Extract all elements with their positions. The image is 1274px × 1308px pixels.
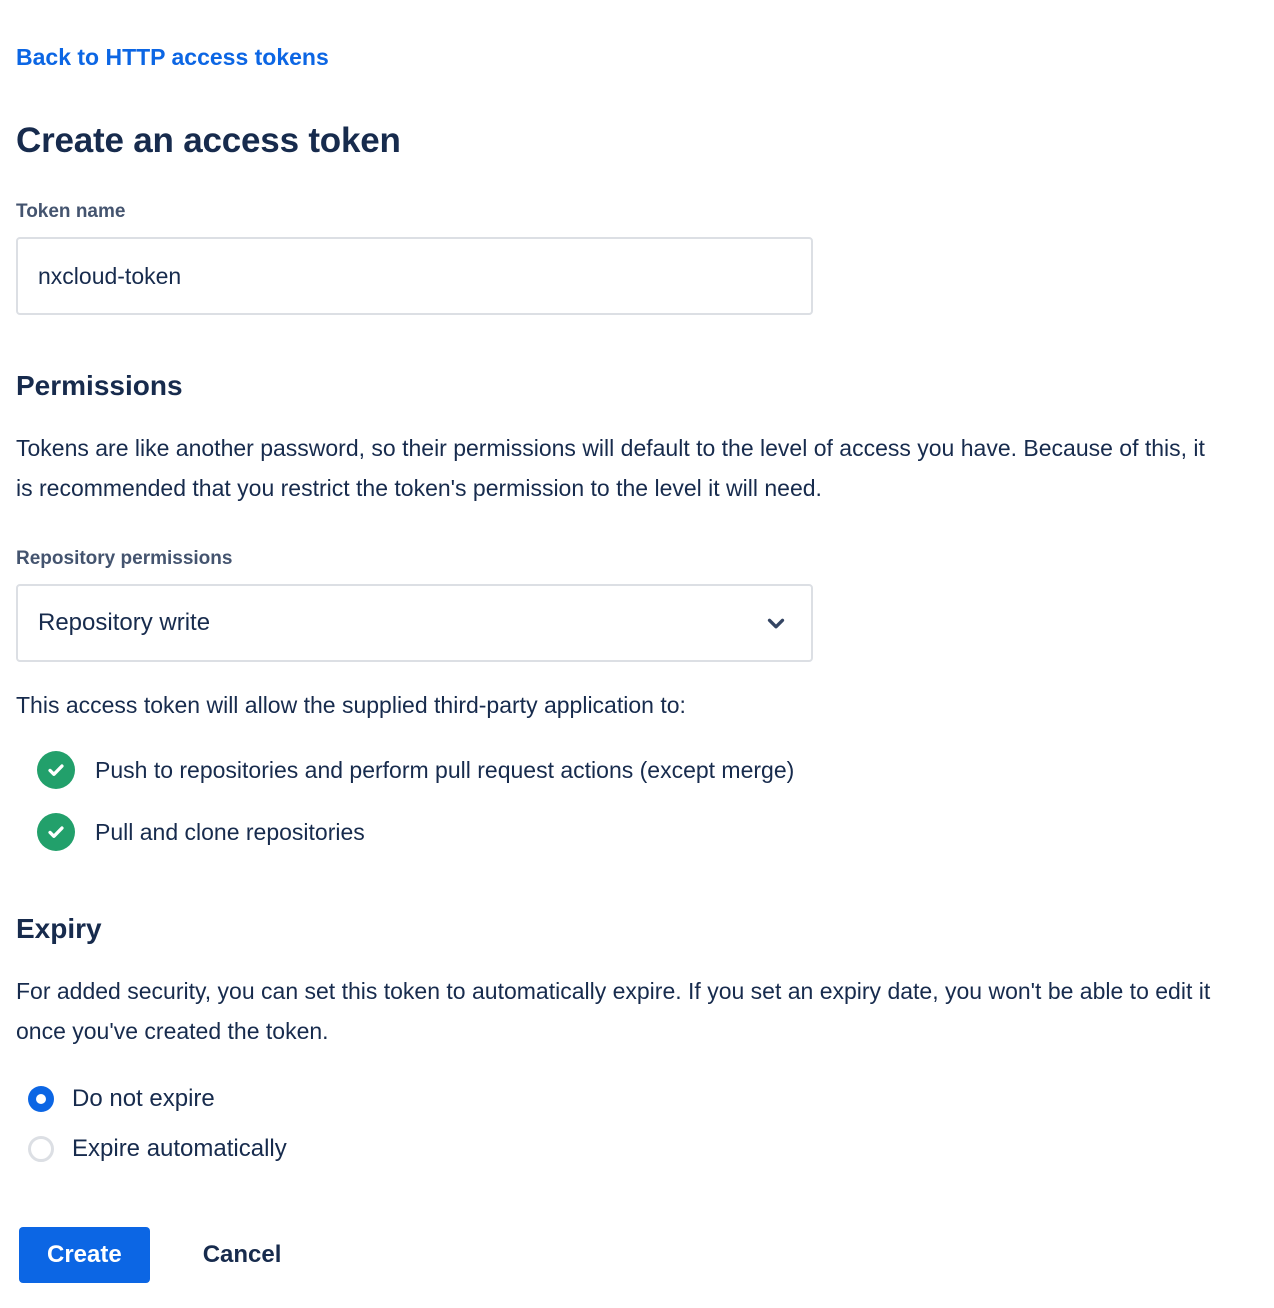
radio-expire-automatically[interactable]: [28, 1135, 1224, 1163]
repository-permissions-select[interactable]: [16, 584, 813, 662]
radio-do-not-expire[interactable]: [28, 1085, 1224, 1113]
repository-permissions-selected-value: Repository write: [38, 609, 211, 636]
expiry-radio-group: [16, 1085, 1224, 1163]
create-button[interactable]: Create: [19, 1227, 150, 1283]
allow-intro-text: This access token will allow the supplied third-party application to:: [16, 692, 686, 718]
radio-label: Do not expire: [72, 1085, 215, 1112]
permissions-heading: Permissions: [16, 370, 183, 401]
allow-list: [16, 751, 1224, 851]
radio-selected-icon: [28, 1086, 54, 1112]
check-circle-icon: [37, 751, 75, 789]
repository-permissions-label: Repository permissions: [16, 548, 233, 569]
allow-list-item: [37, 751, 1224, 789]
form-actions: [16, 1227, 1224, 1283]
allow-list-item: [37, 813, 1224, 851]
radio-unselected-icon: [28, 1136, 54, 1162]
radio-label: Expire automatically: [72, 1135, 287, 1162]
chevron-down-icon: [763, 610, 789, 636]
cancel-button[interactable]: Cancel: [193, 1241, 292, 1269]
expiry-heading: Expiry: [16, 913, 102, 944]
page-title: Create an access token: [16, 121, 401, 160]
check-circle-icon: [37, 813, 75, 851]
expiry-section: [16, 913, 1224, 1163]
back-to-http-access-tokens-link[interactable]: Back to HTTP access tokens: [16, 44, 329, 70]
allow-item-text: Pull and clone repositories: [95, 819, 365, 845]
token-name-label: Token name: [16, 201, 126, 222]
allow-item-text: Push to repositories and perform pull request actions (except merge): [95, 757, 795, 783]
expiry-description: For added security, you can set this token to automatically expire. If you set an expiry date, you won't be able to edit it once you've created the token.: [16, 978, 1211, 1044]
token-name-input[interactable]: [16, 237, 813, 315]
permissions-section: [16, 370, 1224, 851]
permissions-description: Tokens are like another password, so their permissions will default to the level of access you have. Because of this, it is recommended that you restrict the token's permission to the level it will need.: [16, 435, 1205, 501]
